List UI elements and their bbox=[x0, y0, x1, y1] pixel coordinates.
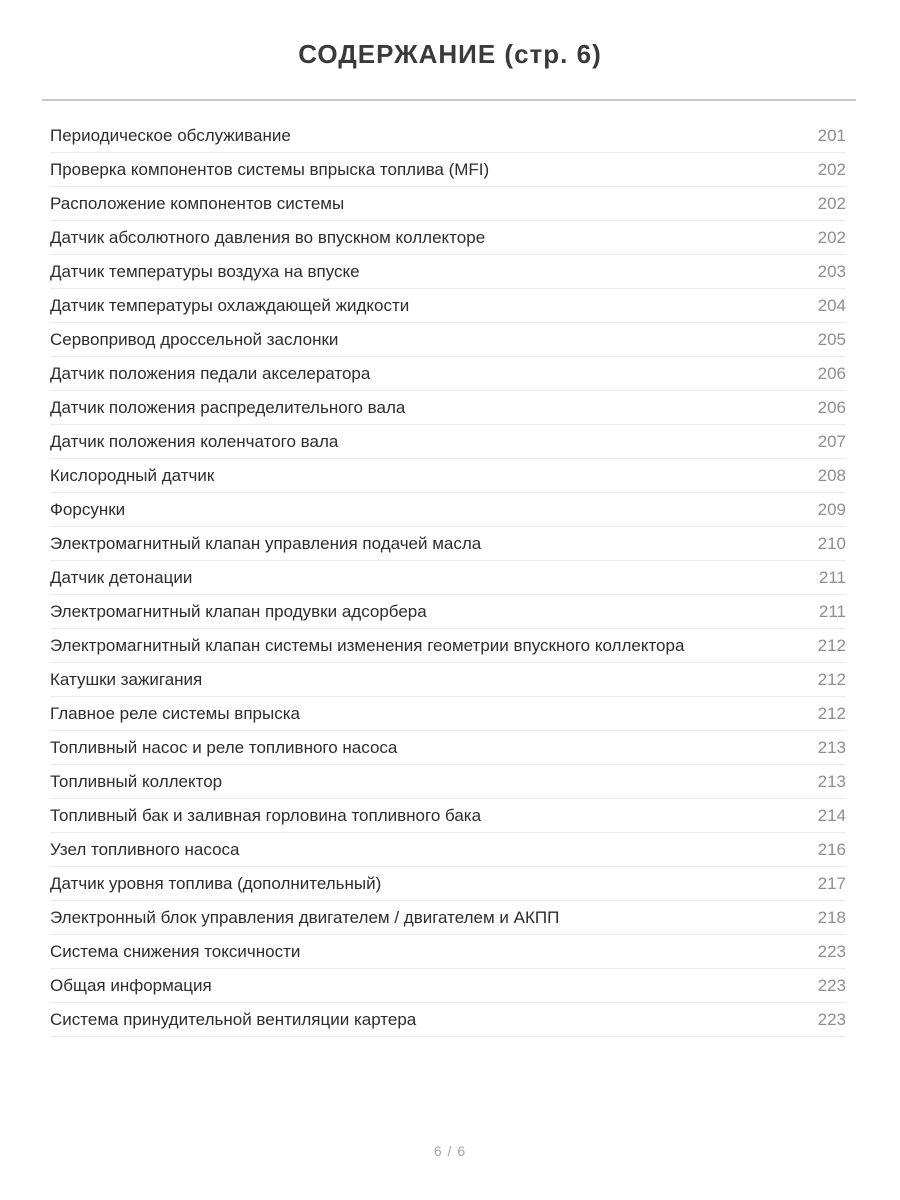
toc-entry[interactable] bbox=[50, 357, 846, 391]
toc-entry-page-number: 205 bbox=[817, 329, 846, 349]
toc-entry-page-number: 212 bbox=[817, 635, 846, 655]
toc-entry-label: Топливный насос и реле топливного насоса bbox=[50, 737, 398, 757]
toc-entry-page-number: 202 bbox=[817, 193, 846, 213]
toc-entry[interactable] bbox=[50, 935, 846, 969]
toc-entry[interactable] bbox=[50, 697, 846, 731]
toc-entry-label: Электронный блок управления двигателем / двигателем и АКПП bbox=[50, 907, 560, 927]
toc-entry-label: Общая информация bbox=[50, 975, 212, 995]
toc-entry-page-number: 211 bbox=[818, 567, 846, 587]
toc-entry-label: Датчик положения педали акселератора bbox=[50, 363, 371, 383]
toc-entry-label: Узел топливного насоса bbox=[50, 839, 240, 859]
toc-entry-label: Система снижения токсичности bbox=[50, 941, 301, 961]
toc-entry[interactable] bbox=[50, 527, 846, 561]
toc-entry-label: Электромагнитный клапан управления подачей масла bbox=[50, 533, 482, 553]
toc-entry[interactable] bbox=[50, 595, 846, 629]
toc-entry-page-number: 209 bbox=[817, 499, 846, 519]
toc-entry-label: Топливный бак и заливная горловина топливного бака bbox=[50, 805, 482, 825]
toc-entry[interactable] bbox=[50, 663, 846, 697]
toc-entry[interactable] bbox=[50, 629, 846, 663]
toc-entry-label: Электромагнитный клапан продувки адсорбера bbox=[50, 601, 427, 621]
toc-entry-label: Датчик уровня топлива (дополнительный) bbox=[50, 873, 382, 893]
toc-entry-label: Датчик температуры воздуха на впуске bbox=[50, 261, 360, 281]
page-indicator: 6 / 6 bbox=[433, 1143, 467, 1159]
toc-entry-page-number: 213 bbox=[817, 737, 846, 757]
title-divider bbox=[42, 99, 856, 101]
toc-entry-page-number: 203 bbox=[817, 261, 846, 281]
toc-entry-label: Кислородный датчик bbox=[50, 465, 215, 485]
toc-entry[interactable] bbox=[50, 901, 846, 935]
toc-entry-page-number: 206 bbox=[817, 397, 846, 417]
toc-entry[interactable] bbox=[50, 1003, 846, 1037]
toc-entry-label: Расположение компонентов системы bbox=[50, 193, 345, 213]
toc-entry-page-number: 208 bbox=[817, 465, 846, 485]
toc-entry-page-number: 202 bbox=[817, 159, 846, 179]
toc-entry-page-number: 214 bbox=[817, 805, 846, 825]
toc-entry[interactable] bbox=[50, 425, 846, 459]
toc-entry-label: Катушки зажигания bbox=[50, 669, 203, 689]
toc-entry[interactable] bbox=[50, 867, 846, 901]
toc-entry[interactable] bbox=[50, 561, 846, 595]
toc-entry[interactable] bbox=[50, 765, 846, 799]
toc-entry-page-number: 217 bbox=[817, 873, 846, 893]
toc-entry-page-number: 206 bbox=[817, 363, 846, 383]
toc-entry[interactable] bbox=[50, 187, 846, 221]
toc-entry-page-number: 212 bbox=[817, 669, 846, 689]
toc-entry-label: Датчик детонации bbox=[50, 567, 193, 587]
toc-entry[interactable] bbox=[50, 153, 846, 187]
toc-entry-label: Датчик положения распределительного вала bbox=[50, 397, 406, 417]
toc-entry-page-number: 212 bbox=[817, 703, 846, 723]
page-title: СОДЕРЖАНИЕ (стр. 6) bbox=[298, 39, 602, 69]
toc-entry-label: Электромагнитный клапан системы изменения геометрии впускного коллектора bbox=[50, 635, 685, 655]
toc-entry-label: Форсунки bbox=[50, 499, 126, 519]
toc-entry-page-number: 207 bbox=[817, 431, 846, 451]
toc-entry-page-number: 210 bbox=[817, 533, 846, 553]
toc-entry-page-number: 213 bbox=[817, 771, 846, 791]
toc-entry-page-number: 211 bbox=[818, 601, 846, 621]
toc-entry[interactable] bbox=[50, 799, 846, 833]
toc-entry-label: Проверка компонентов системы впрыска топлива (MFI) bbox=[50, 159, 490, 179]
toc-entry-page-number: 223 bbox=[817, 975, 846, 995]
toc-entry[interactable] bbox=[50, 391, 846, 425]
toc-entry-label: Датчик положения коленчатого вала bbox=[50, 431, 339, 451]
toc-entry-label: Топливный коллектор bbox=[50, 771, 223, 791]
toc-list bbox=[50, 119, 846, 1037]
toc-entry-page-number: 201 bbox=[817, 125, 846, 145]
toc-entry[interactable] bbox=[50, 119, 846, 153]
toc-entry-label: Периодическое обслуживание bbox=[50, 125, 291, 145]
toc-entry-page-number: 223 bbox=[817, 941, 846, 961]
toc-entry-label: Система принудительной вентиляции картера bbox=[50, 1009, 417, 1029]
toc-entry-page-number: 216 bbox=[817, 839, 846, 859]
toc-entry[interactable] bbox=[50, 493, 846, 527]
toc-entry-label: Главное реле системы впрыска bbox=[50, 703, 300, 723]
toc-entry[interactable] bbox=[50, 459, 846, 493]
toc-entry-label: Датчик абсолютного давления во впускном коллекторе bbox=[50, 227, 486, 247]
toc-entry-label: Сервопривод дроссельной заслонки bbox=[50, 329, 339, 349]
toc-entry-label: Датчик температуры охлаждающей жидкости bbox=[50, 295, 410, 315]
toc-entry[interactable] bbox=[50, 833, 846, 867]
toc-entry[interactable] bbox=[50, 731, 846, 765]
toc-entry[interactable] bbox=[50, 289, 846, 323]
toc-entry[interactable] bbox=[50, 969, 846, 1003]
toc-entry-page-number: 202 bbox=[817, 227, 846, 247]
toc-entry-page-number: 218 bbox=[817, 907, 846, 927]
toc-entry[interactable] bbox=[50, 255, 846, 289]
toc-entry[interactable] bbox=[50, 323, 846, 357]
toc-entry[interactable] bbox=[50, 221, 846, 255]
toc-entry-page-number: 223 bbox=[817, 1009, 846, 1029]
toc-entry-page-number: 204 bbox=[817, 295, 846, 315]
